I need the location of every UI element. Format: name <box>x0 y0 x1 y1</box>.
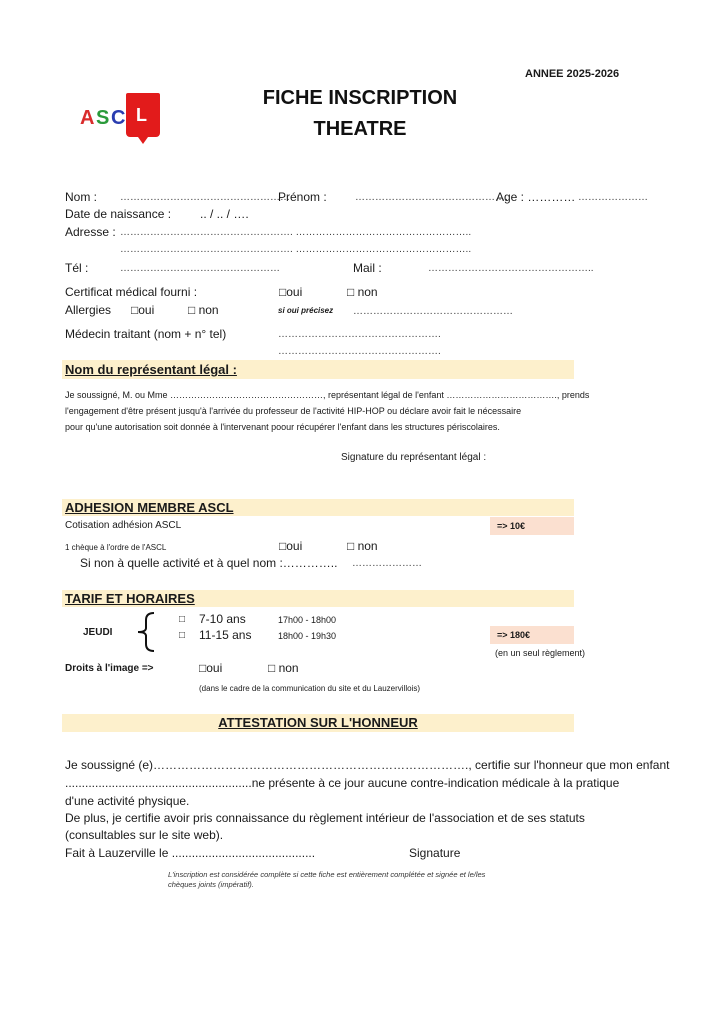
representant-text-1: Je soussigné, M. ou Mme ……………………………………………, représentant légal de l'enfant ………………………………., prends <box>65 390 590 400</box>
certificat-oui-checkbox[interactable]: □oui <box>279 285 303 299</box>
birth-label: Date de naissance : <box>65 207 172 221</box>
page-subtitle: THEATRE <box>313 118 407 140</box>
si-non-extra-field[interactable]: ………………… <box>352 558 422 569</box>
si-non-field[interactable]: Si non à quelle activité et à quel nom :………….. <box>80 556 338 570</box>
attestation-text-3: d'une activité physique. <box>65 794 190 808</box>
age-field[interactable]: Age : ………… <box>496 190 576 204</box>
logo-letter-a: A <box>80 107 95 129</box>
brace-icon <box>136 612 158 652</box>
logo-letter-l: L <box>136 105 147 125</box>
cotisation-price: => 10€ <box>497 521 526 531</box>
droits-label: Droits à l'image => <box>65 663 154 674</box>
prenom-label: Prénom : <box>278 190 327 204</box>
representant-signature-area[interactable] <box>341 470 541 486</box>
droits-note: (dans le cadre de la communication du site et du Lauzervillois) <box>199 684 421 693</box>
representant-text-2: l'engagement d'être présent jusqu'à l'arrivée du professeur de l'activité HIP-HOP ou déclare avoir fait le nécessaire <box>65 406 522 416</box>
adhesion-title: ADHESION MEMBRE ASCL <box>65 500 234 515</box>
attestation-signature-label: Signature <box>409 846 461 860</box>
certificat-label: Certificat médical fourni : <box>65 285 198 299</box>
cotisation-label: Cotisation adhésion ASCL <box>65 520 182 531</box>
medecin-field-1[interactable]: …………………………………………. <box>278 329 441 340</box>
cheque-non-checkbox[interactable]: □ non <box>347 539 378 553</box>
adresse-field-1[interactable]: ……………………………………………. …………………………………………….. <box>120 227 472 238</box>
allergies-detail-field[interactable]: ………………………………………… <box>353 306 513 317</box>
ascl-logo <box>80 93 170 148</box>
logo-letter-c: C <box>111 107 126 129</box>
nom-field[interactable]: …………………………………………… <box>120 192 290 203</box>
cheque-oui-checkbox[interactable]: □oui <box>279 539 303 553</box>
slot-2-age: 11-15 ans <box>199 628 252 642</box>
slot-1-hours: 17h00 - 18h00 <box>278 615 337 625</box>
slot-2-hours: 18h00 - 19h30 <box>278 631 337 641</box>
representant-title: Nom du représentant légal : <box>65 362 237 377</box>
school-year: ANNEE 2025-2026 <box>525 68 620 80</box>
footer-note-2: chèques joints (impératif). <box>168 880 254 889</box>
attestation-text-4: De plus, je certifie avoir pris connaissance du règlement intérieur de l'association et de ses statuts <box>65 811 585 825</box>
certificat-non-checkbox[interactable]: □ non <box>347 285 378 299</box>
slot-1-checkbox[interactable]: □ <box>179 614 186 625</box>
birth-field[interactable]: .. / .. / …. <box>200 207 249 221</box>
cheque-label: 1 chèque à l'ordre de l'ASCL <box>65 543 167 552</box>
droits-oui-checkbox[interactable]: □oui <box>199 661 223 675</box>
footer-note-1: L'inscription est considérée complète si cette fiche est entièrement complétée et signée et le/les <box>168 870 486 879</box>
attestation-title: ATTESTATION SUR L'HONNEUR <box>218 715 418 730</box>
tarif-price: => 180€ <box>497 630 531 640</box>
slot-2-checkbox[interactable]: □ <box>179 630 186 641</box>
nom-label: Nom : <box>65 190 98 204</box>
age-extra-field[interactable]: ………………… <box>578 192 648 203</box>
logo-letter-s: S <box>96 107 110 129</box>
tel-label: Tél : <box>65 261 89 275</box>
droits-non-checkbox[interactable]: □ non <box>268 661 299 675</box>
page-title: FICHE INSCRIPTION <box>262 87 458 109</box>
tarif-price-note: (en un seul règlement) <box>495 648 586 658</box>
slot-1-age: 7-10 ans <box>199 612 246 626</box>
representant-text-3: pour qu'une autorisation soit donnée à l'intervenant poour récupérer l'enfant dans les structures périscolaires. <box>65 422 500 432</box>
medecin-label: Médecin traitant (nom + n° tel) <box>65 327 227 341</box>
tel-field[interactable]: ………………………………………… <box>120 263 280 274</box>
adresse-field-2[interactable]: ……………………………………………. …………………………………………….. <box>120 244 472 255</box>
si-oui-label: si oui précisez <box>278 306 334 315</box>
attestation-text-2[interactable]: ........................................................ne présente à ce jour aucune contre-indication médicale à la pratique <box>65 776 620 790</box>
allergies-label: Allergies <box>65 303 112 317</box>
allergies-non-checkbox[interactable]: □ non <box>188 303 219 317</box>
tarif-title: TARIF ET HORAIRES <box>65 591 195 606</box>
medecin-field-2[interactable]: …………………………………………. <box>278 346 441 357</box>
mail-field[interactable]: ………………………………………….. <box>428 263 594 274</box>
day-label: JEUDI <box>83 627 113 638</box>
attestation-text-5: (consultables sur le site web). <box>65 828 224 842</box>
representant-signature-label: Signature du représentant légal : <box>341 452 487 463</box>
allergies-oui-checkbox[interactable]: □oui <box>131 303 155 317</box>
fait-a-field[interactable]: Fait à Lauzerville le ........................................... <box>65 846 316 860</box>
prenom-field[interactable]: ………………………………………. <box>355 192 508 203</box>
attestation-text-1[interactable]: Je soussigné (e)……………………………………………………………………., certifie sur l'honneur que mon enfant <box>65 758 670 772</box>
mail-label: Mail : <box>353 261 382 275</box>
adresse-label: Adresse : <box>65 225 116 239</box>
